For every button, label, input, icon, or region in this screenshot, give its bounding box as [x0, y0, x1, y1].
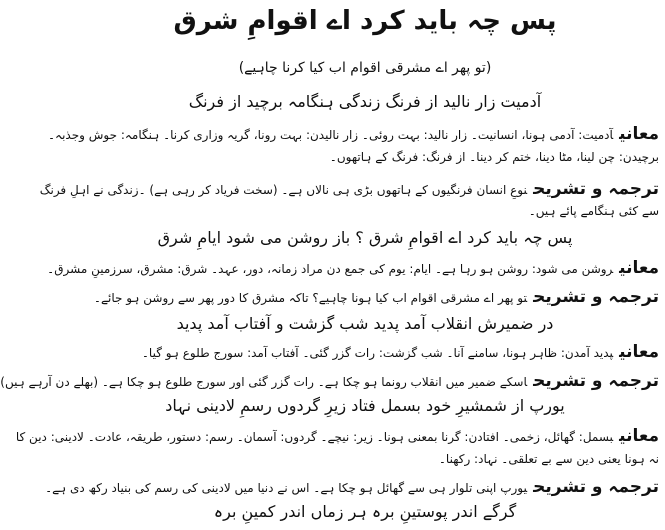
meanings-heading: معانی — [619, 342, 659, 362]
explanation-line — [39, 178, 659, 199]
explanation-line — [45, 476, 659, 497]
explanation-heading: ترجمہ و تشریح — [533, 287, 659, 307]
meanings-text: پدید آمدن: ظاہر ہونا، سامنے آنا۔ شب گزشت: رات گزر گئی۔ آفتاب آمد: سورج طلوع ہو گیا۔ — [141, 346, 614, 360]
meanings-line — [47, 258, 659, 278]
meanings-line — [15, 426, 659, 446]
meanings-heading: معانی — [619, 258, 659, 278]
verse-line: آدمیت زار نالید از فرنگ زندگی ہنگامہ برچید از فرنگ — [188, 92, 542, 111]
verse-line: گرگے اندر پوستینِ برہ ہر زماں اندر کمینِ برہ — [213, 502, 517, 521]
explanation-text: تو پھر اے مشرقی اقوام اب کیا ہونا چاہیے؟ تاکہ مشرق کا دور پھر سے روشن ہو جائے۔ — [93, 291, 528, 305]
explanation-text: یورپ اپنی تلوار ہی سے گھائل ہو چکا ہے۔ اس نے دنیا میں لادینی کی رسم کی بنیاد رکھ دی ہے۔ — [45, 481, 528, 495]
verse-line: پس چہ باید کرد اے اقوامِ شرق ؟ باز روشن می شود ایامِ شرق — [157, 228, 573, 247]
explanation-text: نوعِ انسان فرنگیوں کے ہاتھوں بڑی ہی نالاں ہے۔ (سخت فریاد کر رہی ہے) ۔زندگی نے اہلِ فرنگ — [39, 183, 528, 197]
explanation-line — [0, 370, 659, 391]
meanings-text: آدمیت: آدمی ہونا، انسانیت۔ زار نالید: بہت روئی۔ زار نالیدن: بہت رونا، گریہ وزاری کرنا۔ ہنگامہ: جوش وجذبہ۔ — [48, 128, 614, 142]
meanings-heading: معانی — [619, 124, 659, 144]
explanation-text: اسکے ضمیر میں انقلاب رونما ہو چکا ہے۔ رات گزر گئی اور سورج طلوع ہو چکا ہے۔ (بھلے دن آرہے ہیں) — [0, 375, 528, 389]
meanings-line — [71, 342, 659, 362]
explanation-heading: ترجمہ و تشریح — [533, 179, 659, 199]
meanings-heading: معانی — [619, 426, 659, 446]
verse-line: یورپ از شمشیرِ خود بسمل فتاد زیرِ گردوں رسمِ لادینی نہاد — [165, 396, 565, 415]
page-title: پس چہ باید کرد اے اقوامِ شرق — [173, 6, 557, 36]
explanation-heading: ترجمہ و تشریح — [533, 477, 659, 497]
verse-line: در ضمیرش انقلاب آمد پدید شب گزشت و آفتاب آمد پدید — [176, 314, 554, 333]
meanings-line — [48, 124, 659, 144]
page-subtitle: (تو پھر اے مشرقی اقوام اب کیا کرنا چاہیے) — [238, 60, 492, 76]
meanings-line: نہ ہونا یعنی دین سے بے تعلقی۔ نہاد: رکھنا۔ — [438, 452, 659, 466]
explanation-heading: ترجمہ و تشریح — [533, 371, 659, 391]
meanings-text: روشن می شود: روشن ہو رہا ہے۔ ایام: یوم کی جمع دن مراد زمانہ، دور، عہد۔ شرق: مشرق، سرزمینِ مشرق۔ — [47, 262, 614, 276]
meanings-line: برچیدن: چن لینا، مٹا دینا، ختم کر دینا۔ از فرنگ: فرنگ کے ہاتھوں۔ — [329, 150, 659, 164]
meanings-text: بسمل: گھائل، زخمی۔ افتادن: گرنا بمعنی ہونا۔ زیر: نیچے۔ گردوں: آسمان۔ رسم: دستور، طریقہ، عادت۔ لادینی: دین کا — [15, 430, 614, 444]
explanation-line: سے کئی ہنگامے پائے ہیں۔ — [528, 204, 659, 218]
explanation-line — [71, 286, 659, 307]
